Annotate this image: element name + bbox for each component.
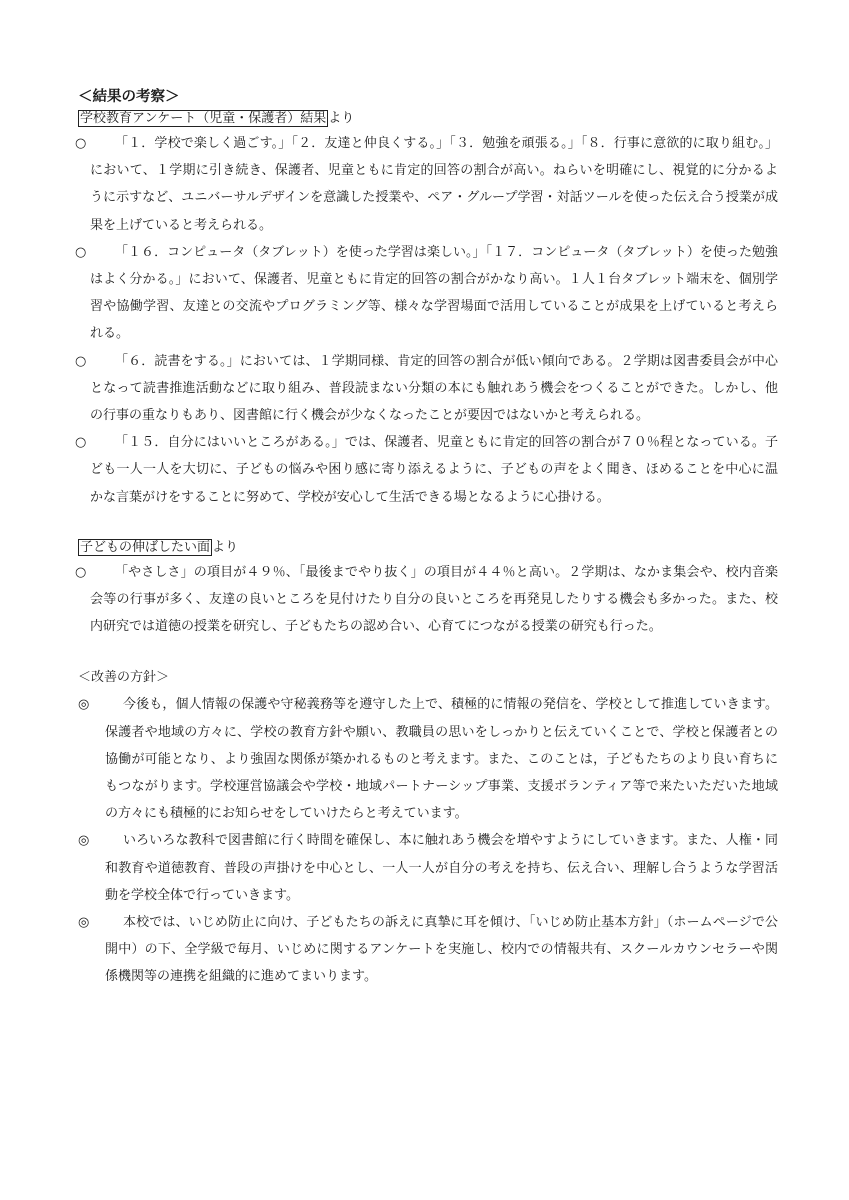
bullet-double-circle-icon: ◎ [78, 915, 90, 931]
improvement-item-text: 本校では、いじめ防止に向け、子どもたちの訴えに真摯に耳を傾け、「いじめ防止基本方針」（ホームページで公開中）の下、全学級で毎月、いじめに関するアンケートを実施し、校内での情報共有、スクールカウンセラーや関係機関等の連携を組織的に進めてまいります。 [105, 915, 778, 985]
survey-item-text: 「１．学校で楽しく過ごす。」「２．友達と仲良くする。」「３．勉強を頑張る。」「８．行事に意欲的に取り組む。」において、１学期に引き続き、保護者、児童ともに肯定的回答の割合が高い。ねらいを明確にし、視覚的に分かるように示すなど、ユニバーサルデザインを意識した授業や、ペア・グループ学習・対話ツールを使った伝え合う授業が成果を上げていると考えられる。 [90, 136, 778, 233]
strengths-suffix: より [212, 539, 239, 555]
improvement-item-3 [78, 909, 778, 991]
bullet-double-circle-icon: ◎ [78, 697, 90, 713]
bullet-double-circle-icon: ◎ [78, 833, 90, 849]
bullet-circle-icon: ○ [75, 353, 87, 369]
improvement-title: ＜改善の方針＞ [78, 670, 170, 686]
survey-item-4 [75, 429, 778, 511]
survey-item-text: 「６．読書をする。」においては、１学期同様、肯定的回答の割合が低い傾向である。２学期は図書委員会が中心となって読書推進活動などに取り組み、普段読まない分類の本にも触れあう機会をつくることができた。しかし、他の行事の重なりもあり、図書館に行く機会が少なくなったことが要因ではないかと考えられる。 [90, 353, 778, 424]
strengths-heading [78, 537, 778, 559]
improvement-item-2 [78, 827, 778, 909]
improvement-item-text: 今後も，個人情報の保護や守秘義務等を遵守した上で、積極的に情報の発信を、学校として推進していきます。保護者や地域の方々に、学校の教育方針や願い、教職員の思いをしっかりと伝えていくことで、学校と保護者との協働が可能となり、より強固な関係が築かれるものと考えます。また、このことは，子どもたちのより良い育ちにもつながります。学校運営協議会や学校・地域パートナーシップ事業、支援ボランティア等で来たいただいた地域の方々にも積極的にお知らせをしていけたらと考えています。 [105, 697, 778, 822]
bullet-circle-icon: ○ [75, 564, 87, 580]
section-title: ＜結果の考察＞ [78, 89, 180, 105]
improvement-item-text: いろいろな教科で図書館に行く時間を確保し、本に触れあう機会を増やすようにしていきます。また、人権・同和教育や道徳教育、普段の声掛けを中心とし、一人一人が自分の考えを持ち、伝え合い、理解し合うような学習活動を学校全体で行っていきます。 [105, 833, 778, 903]
strengths-item-text: 「やさしさ」の項目が４９％、「最後までやり抜く」の項目が４４％と高い。２学期は、なかま集会や、校内音楽会等の行事が多く、友達の良いところを見付けたり自分の良いところを再発見したりする機会も多かった。また、校内研究では道徳の授業を研究し、子どもたちの認め合い、心育てにつながる授業の研究も行った。 [90, 564, 778, 635]
survey-item-3 [75, 348, 778, 430]
strengths-label: 子どもの伸ばしたい面 [80, 539, 211, 555]
bullet-circle-icon: ○ [75, 244, 87, 260]
bullet-circle-icon: ○ [75, 136, 87, 151]
survey-item-2 [75, 239, 778, 348]
survey-item-1 [75, 130, 778, 239]
improvement-item-1 [78, 691, 778, 827]
survey-heading [78, 108, 778, 130]
strengths-item-1 [75, 559, 778, 641]
survey-item-text: 「１６．コンピュータ（タブレット）を使った学習は楽しい。」「１７．コンピュータ（タブレット）を使った勉強はよく分かる。」において、保護者、児童ともに肯定的回答の割合がかなり高い。１人１台タブレット端末を、個別学習や協働学習、友達との交流やプログラミング等、様々な学習場面で活用していることが成果を上げていると考えられる。 [90, 244, 778, 342]
survey-suffix: より [328, 111, 355, 126]
survey-item-text: 「１５．自分にはいいところがある。」では、保護者、児童ともに肯定的回答の割合が７０％程となっている。子ども一人一人を大切に、子どもの悩みや困り感に寄り添えるように、子どもの声をよく聞き、ほめることを中心に温かな言葉がけをすることに努めて、学校が安心して生活できる場となるように心掛ける。 [90, 435, 778, 505]
bullet-circle-icon: ○ [75, 435, 87, 451]
document-page [75, 86, 778, 991]
survey-label: 学校教育アンケート（児童・保護者）結果 [80, 111, 327, 126]
